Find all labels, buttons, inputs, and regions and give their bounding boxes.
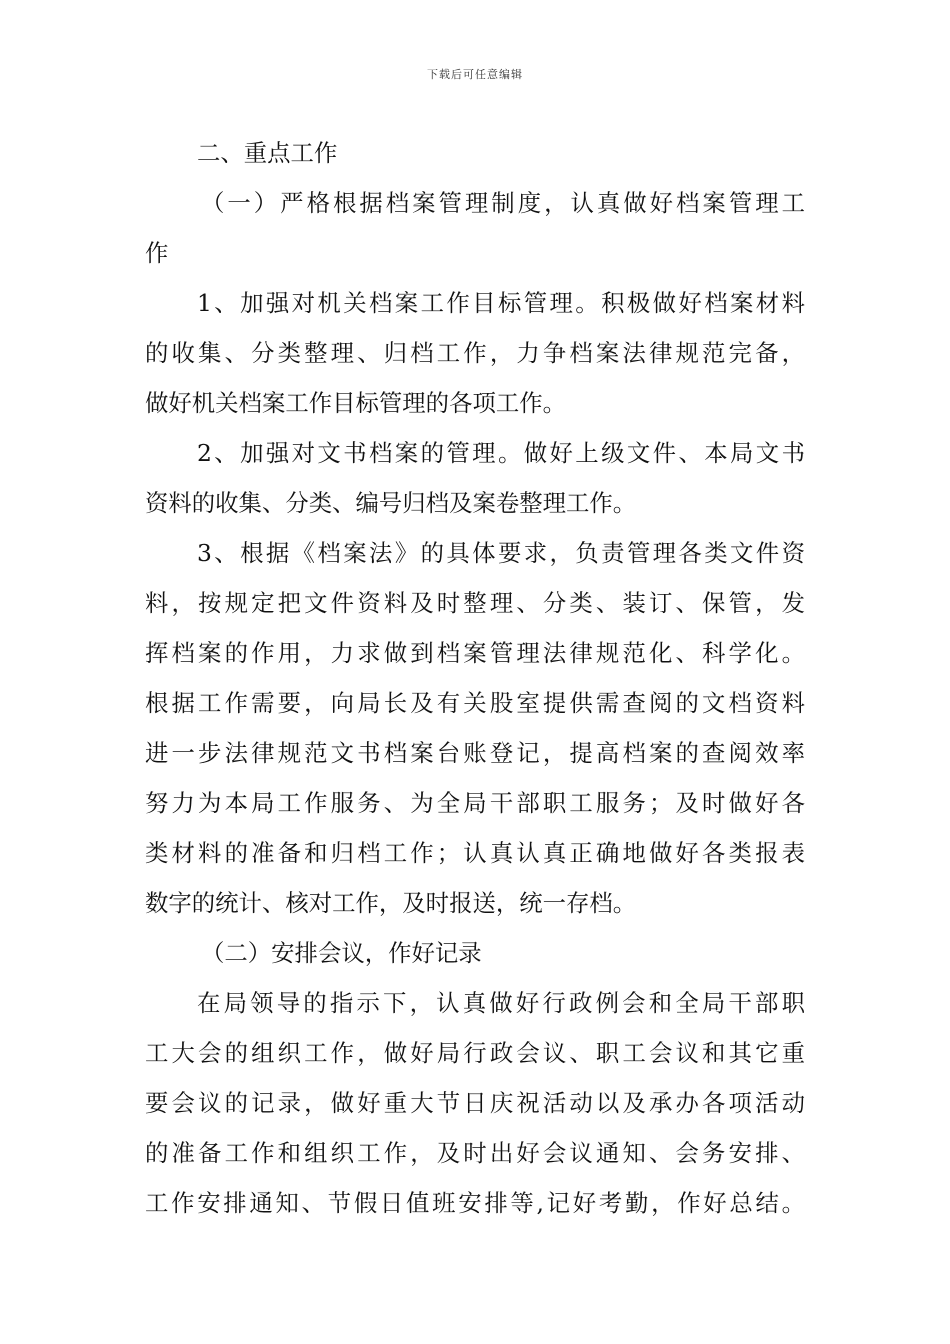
paragraph-line: 挥档案的作用，力求做到档案管理法律规范化、科学化。 [145,639,805,667]
paragraph-line: 努力为本局工作服务、为全局干部职工服务；及时做好各 [145,789,805,817]
paragraph-line: 料，按规定把文件资料及时整理、分类、装订、保管，发 [145,589,805,617]
document-body [145,128,805,1228]
paragraph-line: 的收集、分类整理、归档工作，力争档案法律规范完备， [145,339,805,367]
paragraph-line: 进一步法律规范文书档案台账登记，提高档案的查阅效率 [145,739,805,767]
header-note: 下载后可任意编辑 [427,68,523,81]
paragraph-line: 资料的收集、分类、编号归档及案卷整理工作。 [145,489,637,517]
subsection-heading-1-cont: 作 [145,239,169,267]
paragraph-line: 2、加强对文书档案的管理。做好上级文件、本局文书 [197,439,805,467]
paragraph-line: 做好机关档案工作目标管理的各项工作。 [145,389,567,417]
paragraph-line: 工作安排通知、节假日值班安排等,记好考勤，作好总结。 [145,1189,805,1217]
paragraph-line: 数字的统计、核对工作，及时报送，统一存档。 [145,889,637,917]
paragraph-line: 要会议的记录，做好重大节日庆祝活动以及承办各项活动 [145,1089,805,1117]
paragraph-line: 工大会的组织工作，做好局行政会议、职工会议和其它重 [145,1039,805,1067]
paragraph-line: 3、根据《档案法》的具体要求，负责管理各类文件资 [197,539,805,567]
paragraph-line: 在局领导的指示下，认真做好行政例会和全局干部职 [197,989,805,1017]
section-heading: 二、重点工作 [197,139,338,167]
paragraph-line: 1、加强对机关档案工作目标管理。积极做好档案材料 [197,289,805,317]
paragraph-line: 的准备工作和组织工作，及时出好会议通知、会务安排、 [145,1139,805,1167]
subsection-heading-2: （二）安排会议，作好记录 [201,939,482,967]
paragraph-line: 类材料的准备和归档工作；认真认真正确地做好各类报表 [145,839,805,867]
paragraph-line: 根据工作需要，向局长及有关股室提供需查阅的文档资料 [145,689,805,717]
subsection-heading-1: （一）严格根据档案管理制度，认真做好档案管理工 [201,189,805,217]
